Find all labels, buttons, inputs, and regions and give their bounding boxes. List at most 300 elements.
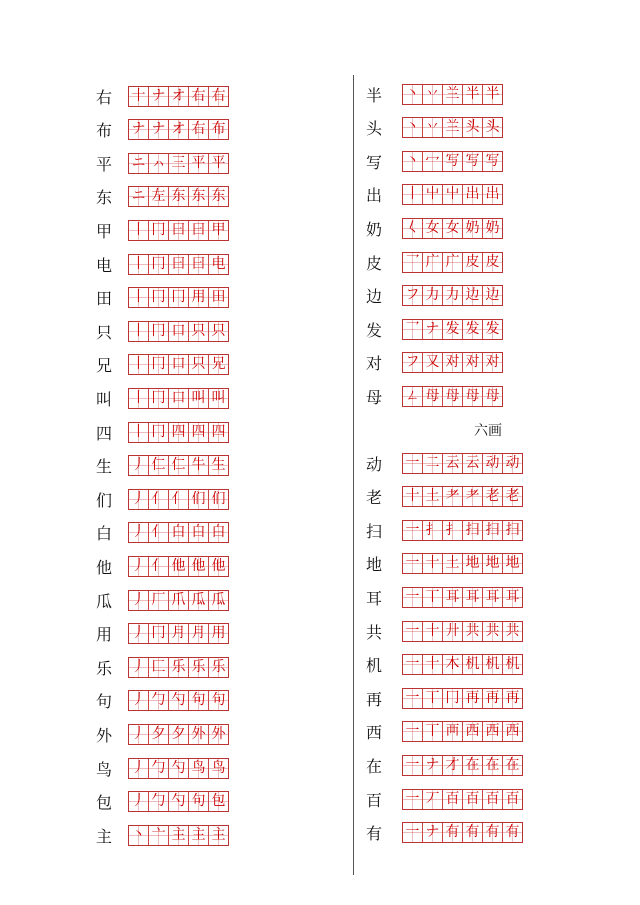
character-row (364, 284, 503, 308)
stroke-cell: 匚 (149, 658, 169, 677)
stroke-cell: 句 (209, 691, 228, 710)
character-label: 老 (365, 488, 382, 508)
character-label: 奶 (365, 219, 382, 239)
character-row (364, 552, 523, 576)
stroke-cell: 广 (443, 253, 463, 272)
stroke-cell: 平 (189, 154, 209, 173)
character-label: 布 (95, 121, 112, 141)
character-label: 句 (95, 692, 112, 712)
character-label: 头 (365, 119, 382, 139)
stroke-cell: 丨 (129, 255, 149, 274)
stroke-cell: 耳 (483, 588, 503, 607)
character-label: 共 (365, 622, 382, 642)
stroke-cell: 冂 (169, 288, 189, 307)
stroke-cell: 十 (129, 87, 149, 106)
stroke-cell: 广 (423, 253, 443, 272)
stroke-cell: 云 (443, 454, 463, 473)
character-label: 皮 (365, 253, 382, 273)
stroke-order-grid (128, 422, 229, 443)
stroke-cell: 左 (149, 187, 169, 206)
stroke-cell: 三 (169, 154, 189, 173)
stroke-cell: 兄 (209, 355, 228, 374)
stroke-cell: 丆 (423, 790, 443, 809)
stroke-cell: 母 (443, 387, 463, 406)
stroke-cell: 动 (483, 454, 503, 473)
stroke-cell: 布 (209, 120, 228, 139)
stroke-cell: ㇵ (149, 154, 169, 173)
stroke-cell: 屮 (443, 185, 463, 204)
stroke-cell: 白 (209, 523, 228, 542)
stroke-order-grid (402, 654, 523, 675)
stroke-cell: 丶 (403, 85, 423, 104)
stroke-cell: 再 (503, 689, 522, 708)
stroke-cell: 电 (209, 255, 228, 274)
stroke-cell: 丿 (129, 725, 149, 744)
stroke-cell: 母 (463, 387, 483, 406)
stroke-cell: 皮 (483, 253, 502, 272)
stroke-cell: 右 (209, 87, 228, 106)
stroke-cell: 勹 (149, 792, 169, 811)
stroke-cell: 四 (189, 423, 209, 442)
stroke-cell: 曰 (189, 255, 209, 274)
stroke-order-grid (402, 789, 523, 810)
stroke-cell: 丶 (129, 826, 149, 845)
stroke-cell: 出 (483, 185, 502, 204)
character-row (364, 485, 523, 509)
stroke-order-grid (402, 218, 503, 239)
stroke-order-grid (128, 321, 229, 342)
stroke-cell: 句 (189, 691, 209, 710)
stroke-cell: 丅 (423, 722, 443, 741)
stroke-cell: 头 (463, 118, 483, 137)
stroke-cell: 用 (209, 624, 228, 643)
character-row (364, 720, 523, 744)
stroke-cell: 耳 (503, 588, 522, 607)
stroke-cell: 冂 (149, 389, 169, 408)
character-label: 在 (365, 756, 382, 776)
stroke-cell: 田 (209, 288, 228, 307)
character-row (94, 823, 229, 847)
stroke-order-grid (128, 153, 229, 174)
stroke-order-grid (402, 688, 523, 709)
stroke-cell: 地 (503, 554, 522, 573)
stroke-cell: 女 (443, 219, 463, 238)
stroke-cell: 百 (443, 790, 463, 809)
stroke-cell: 乐 (209, 658, 228, 677)
character-label: 西 (365, 723, 382, 743)
stroke-cell: 丶 (403, 152, 423, 171)
character-row (94, 622, 229, 646)
stroke-cell: 东 (209, 187, 228, 206)
stroke-cell: 木 (443, 655, 463, 674)
stroke-cell: 母 (483, 387, 502, 406)
stroke-cell: フ (403, 286, 423, 305)
stroke-cell: 丨 (129, 322, 149, 341)
character-row (364, 250, 503, 274)
stroke-cell: 用 (189, 288, 209, 307)
stroke-order-grid (128, 690, 229, 711)
stroke-cell: 老 (483, 487, 503, 506)
stroke-cell: ナ (423, 756, 443, 775)
stroke-cell: 边 (463, 286, 483, 305)
stroke-order-grid (128, 455, 229, 476)
stroke-order-grid (402, 587, 523, 608)
stroke-cell: 勹 (149, 691, 169, 710)
stroke-cell: 东 (189, 187, 209, 206)
stroke-cell: 冂 (149, 288, 169, 307)
stroke-cell: 西 (503, 722, 522, 741)
stroke-cell: 丿 (129, 456, 149, 475)
stroke-cell: 丅 (423, 588, 443, 607)
stroke-order-grid (128, 556, 229, 577)
stroke-cell: 百 (463, 790, 483, 809)
character-row (364, 216, 503, 240)
stroke-cell: 发 (483, 320, 502, 339)
stroke-cell: 只 (189, 355, 209, 374)
stroke-cell: 十 (423, 622, 443, 641)
stroke-cell: 扫 (483, 521, 503, 540)
stroke-cell: 襾 (443, 722, 463, 741)
stroke-cell: ナ (149, 120, 169, 139)
stroke-cell: 外 (189, 725, 209, 744)
stroke-cell: 西 (463, 722, 483, 741)
stroke-cell: 有 (503, 823, 522, 842)
stroke-cell: 口 (169, 355, 189, 374)
character-label: 用 (95, 625, 112, 645)
character-row (94, 689, 229, 713)
stroke-cell: オ (169, 120, 189, 139)
stroke-cell: 扫 (503, 521, 522, 540)
stroke-cell: 皮 (463, 253, 483, 272)
stroke-cell: ニ (129, 154, 149, 173)
section-heading: 六画 (474, 423, 502, 439)
stroke-cell: 冂 (149, 221, 169, 240)
stroke-order-grid (128, 220, 229, 241)
stroke-cell: ㄥ (403, 387, 423, 406)
stroke-cell: 甲 (209, 221, 228, 240)
stroke-order-grid (402, 822, 523, 843)
stroke-cell: 丿 (129, 624, 149, 643)
stroke-cell: 兰 (443, 118, 463, 137)
stroke-cell: 兰 (443, 85, 463, 104)
character-label: 生 (95, 457, 112, 477)
stroke-cell: 在 (463, 756, 483, 775)
stroke-cell: 瓜 (189, 591, 209, 610)
stroke-cell: 冂 (443, 689, 463, 708)
stroke-cell: 冂 (149, 624, 169, 643)
character-row (364, 518, 523, 542)
stroke-cell: 夕 (169, 725, 189, 744)
stroke-cell: 𡿨 (403, 219, 423, 238)
character-row (364, 183, 503, 207)
stroke-cell: 边 (483, 286, 502, 305)
stroke-cell: 丿 (129, 591, 149, 610)
character-row (364, 149, 503, 173)
stroke-order-grid (402, 252, 503, 273)
character-label: 鸟 (95, 759, 112, 779)
stroke-cell: 百 (503, 790, 522, 809)
stroke-order-grid (128, 287, 229, 308)
character-label: 电 (95, 255, 112, 275)
stroke-cell: ニ (129, 187, 149, 206)
stroke-cell: 云 (463, 454, 483, 473)
stroke-cell: 冖 (423, 152, 443, 171)
stroke-cell: 冂 (149, 322, 169, 341)
character-label: 百 (365, 790, 382, 810)
stroke-cell: 包 (209, 792, 228, 811)
stroke-cell: 机 (463, 655, 483, 674)
stroke-cell: 句 (189, 792, 209, 811)
stroke-cell: 扫 (463, 521, 483, 540)
character-label: 兄 (95, 356, 112, 376)
stroke-order-grid (402, 285, 503, 306)
stroke-cell: 牛 (189, 456, 209, 475)
stroke-cell: 亠 (149, 826, 169, 845)
character-row (364, 653, 523, 677)
stroke-cell: 写 (443, 152, 463, 171)
stroke-cell: 廾 (443, 622, 463, 641)
character-label: 瓜 (95, 591, 112, 611)
stroke-order-grid (402, 151, 503, 172)
character-label: 半 (365, 85, 382, 105)
character-row (94, 554, 229, 578)
stroke-cell: 一 (403, 756, 423, 775)
stroke-cell: 生 (209, 456, 228, 475)
stroke-cell: 耂 (443, 487, 463, 506)
stroke-cell: 动 (503, 454, 522, 473)
stroke-cell: 共 (463, 622, 483, 641)
stroke-order-grid (402, 84, 503, 105)
stroke-cell: 有 (443, 823, 463, 842)
stroke-cell: 们 (209, 490, 228, 509)
character-row (364, 351, 503, 375)
stroke-cell: 丨 (403, 185, 423, 204)
stroke-cell: ナ (423, 320, 443, 339)
stroke-cell: 只 (189, 322, 209, 341)
stroke-cell: 仁 (169, 456, 189, 475)
stroke-cell: 四 (169, 423, 189, 442)
stroke-cell: 丿 (129, 792, 149, 811)
stroke-cell: ナ (129, 120, 149, 139)
stroke-cell: 有 (463, 823, 483, 842)
stroke-cell: 乛 (403, 253, 423, 272)
stroke-cell: 丷 (423, 85, 443, 104)
character-row (364, 451, 523, 475)
stroke-cell: 他 (209, 557, 228, 576)
stroke-cell: 一 (403, 588, 423, 607)
stroke-cell: 白 (189, 523, 209, 542)
stroke-cell: 曰 (189, 221, 209, 240)
stroke-cell: 一 (403, 689, 423, 708)
character-label: 他 (95, 557, 112, 577)
stroke-cell: 再 (483, 689, 503, 708)
stroke-cell: 丿 (129, 490, 149, 509)
stroke-cell: 半 (483, 85, 502, 104)
character-row (364, 686, 523, 710)
character-label: 外 (95, 725, 112, 745)
character-label: 主 (95, 826, 112, 846)
stroke-cell: 一 (403, 622, 423, 641)
stroke-cell: 共 (483, 622, 503, 641)
stroke-cell: 丿 (129, 523, 149, 542)
stroke-cell: 在 (483, 756, 503, 775)
character-row (94, 521, 229, 545)
character-row (94, 252, 229, 276)
stroke-cell: 扌 (443, 521, 463, 540)
stroke-cell: 力 (443, 286, 463, 305)
stroke-cell: 丨 (129, 355, 149, 374)
stroke-cell: 叫 (209, 389, 228, 408)
stroke-cell: 屮 (423, 185, 443, 204)
character-label: 右 (95, 87, 112, 107)
stroke-order-grid (402, 352, 503, 373)
stroke-order-grid (402, 117, 503, 138)
stroke-order-grid (402, 453, 523, 474)
stroke-cell: 鸟 (209, 759, 228, 778)
stroke-cell: 一 (403, 554, 423, 573)
stroke-cell: 半 (463, 85, 483, 104)
stroke-order-grid (128, 724, 229, 745)
stroke-cell: 头 (483, 118, 502, 137)
character-label: 有 (365, 824, 382, 844)
stroke-cell: オ (169, 87, 189, 106)
stroke-cell: 乐 (189, 658, 209, 677)
stroke-cell: 丿 (129, 691, 149, 710)
stroke-order-grid (128, 354, 229, 375)
stroke-cell: 丶 (403, 118, 423, 137)
stroke-cell: 耳 (443, 588, 463, 607)
stroke-cell: 一 (403, 823, 423, 842)
stroke-order-grid (402, 184, 503, 205)
stroke-cell: 一 (403, 521, 423, 540)
stroke-cell: 丿 (129, 557, 149, 576)
stroke-cell: 土 (423, 487, 443, 506)
stroke-cell: ナ (149, 87, 169, 106)
character-row (364, 82, 503, 106)
stroke-cell: 老 (503, 487, 522, 506)
character-row (364, 787, 523, 811)
stroke-cell: 耂 (463, 487, 483, 506)
stroke-cell: 冂 (149, 355, 169, 374)
stroke-cell: 他 (189, 557, 209, 576)
character-row (364, 116, 503, 140)
character-label: 机 (365, 656, 382, 676)
stroke-cell: 丨 (129, 288, 149, 307)
stroke-cell: 亻 (169, 490, 189, 509)
stroke-cell: 发 (443, 320, 463, 339)
stroke-order-grid (402, 319, 503, 340)
stroke-cell: 丷 (423, 118, 443, 137)
stroke-order-grid (128, 522, 229, 543)
character-label: 对 (365, 354, 382, 374)
character-row (364, 585, 523, 609)
character-row (364, 317, 503, 341)
stroke-cell: 主 (209, 826, 228, 845)
stroke-cell: 西 (483, 722, 503, 741)
stroke-cell: 力 (423, 286, 443, 305)
stroke-order-grid (402, 755, 523, 776)
stroke-cell: 只 (209, 322, 228, 341)
stroke-order-grid (128, 86, 229, 107)
stroke-cell: 有 (483, 823, 503, 842)
character-label: 乐 (95, 658, 112, 678)
stroke-cell: 厂 (149, 591, 169, 610)
stroke-cell: 耳 (463, 588, 483, 607)
stroke-cell: 平 (209, 154, 228, 173)
stroke-cell: 二 (423, 454, 443, 473)
stroke-cell: 主 (169, 826, 189, 845)
stroke-cell: 勺 (169, 792, 189, 811)
character-row (364, 821, 523, 845)
character-label: 耳 (365, 588, 382, 608)
character-row (94, 386, 229, 410)
stroke-cell: 东 (169, 187, 189, 206)
stroke-cell: 土 (443, 554, 463, 573)
stroke-cell: 亻 (149, 490, 169, 509)
stroke-cell: 再 (463, 689, 483, 708)
stroke-cell: 口 (169, 389, 189, 408)
stroke-order-grid (128, 119, 229, 140)
stroke-cell: 丿 (129, 759, 149, 778)
stroke-cell: 勹 (149, 759, 169, 778)
stroke-cell: 地 (463, 554, 483, 573)
stroke-cell: 女 (423, 219, 443, 238)
stroke-cell: 勺 (169, 691, 189, 710)
character-label: 地 (365, 555, 382, 575)
character-label: 再 (365, 689, 382, 709)
character-row (94, 286, 229, 310)
character-row (94, 118, 229, 142)
stroke-cell: 一 (403, 454, 423, 473)
stroke-cell: 丨 (129, 423, 149, 442)
stroke-cell: 一 (403, 722, 423, 741)
stroke-cell: 叫 (189, 389, 209, 408)
stroke-cell: 右 (189, 120, 209, 139)
stroke-cell: 写 (483, 152, 502, 171)
stroke-order-grid (128, 489, 229, 510)
stroke-cell: 月 (189, 624, 209, 643)
stroke-cell: 奶 (483, 219, 502, 238)
stroke-cell: 亻 (149, 557, 169, 576)
stroke-order-grid (128, 657, 229, 678)
character-label: 平 (95, 154, 112, 174)
stroke-cell: 一 (403, 790, 423, 809)
stroke-order-grid (128, 791, 229, 812)
stroke-cell: 奶 (463, 219, 483, 238)
character-label: 母 (365, 387, 382, 407)
stroke-order-grid (402, 553, 523, 574)
stroke-order-grid (128, 254, 229, 275)
stroke-cell: 冂 (149, 255, 169, 274)
stroke-cell: 机 (503, 655, 522, 674)
character-row (94, 722, 229, 746)
stroke-cell: 发 (463, 320, 483, 339)
stroke-cell: 口 (169, 322, 189, 341)
stroke-cell: ナ (423, 823, 443, 842)
character-label: 只 (95, 322, 112, 342)
stroke-cell: 对 (483, 353, 502, 372)
character-label: 出 (365, 186, 382, 206)
character-row (94, 151, 229, 175)
character-row (94, 588, 229, 612)
stroke-cell: 机 (483, 655, 503, 674)
column-divider (353, 75, 354, 875)
character-row (364, 753, 523, 777)
stroke-cell: 地 (483, 554, 503, 573)
stroke-cell: 夕 (149, 725, 169, 744)
stroke-cell: 一 (403, 655, 423, 674)
stroke-cell: 才 (443, 756, 463, 775)
